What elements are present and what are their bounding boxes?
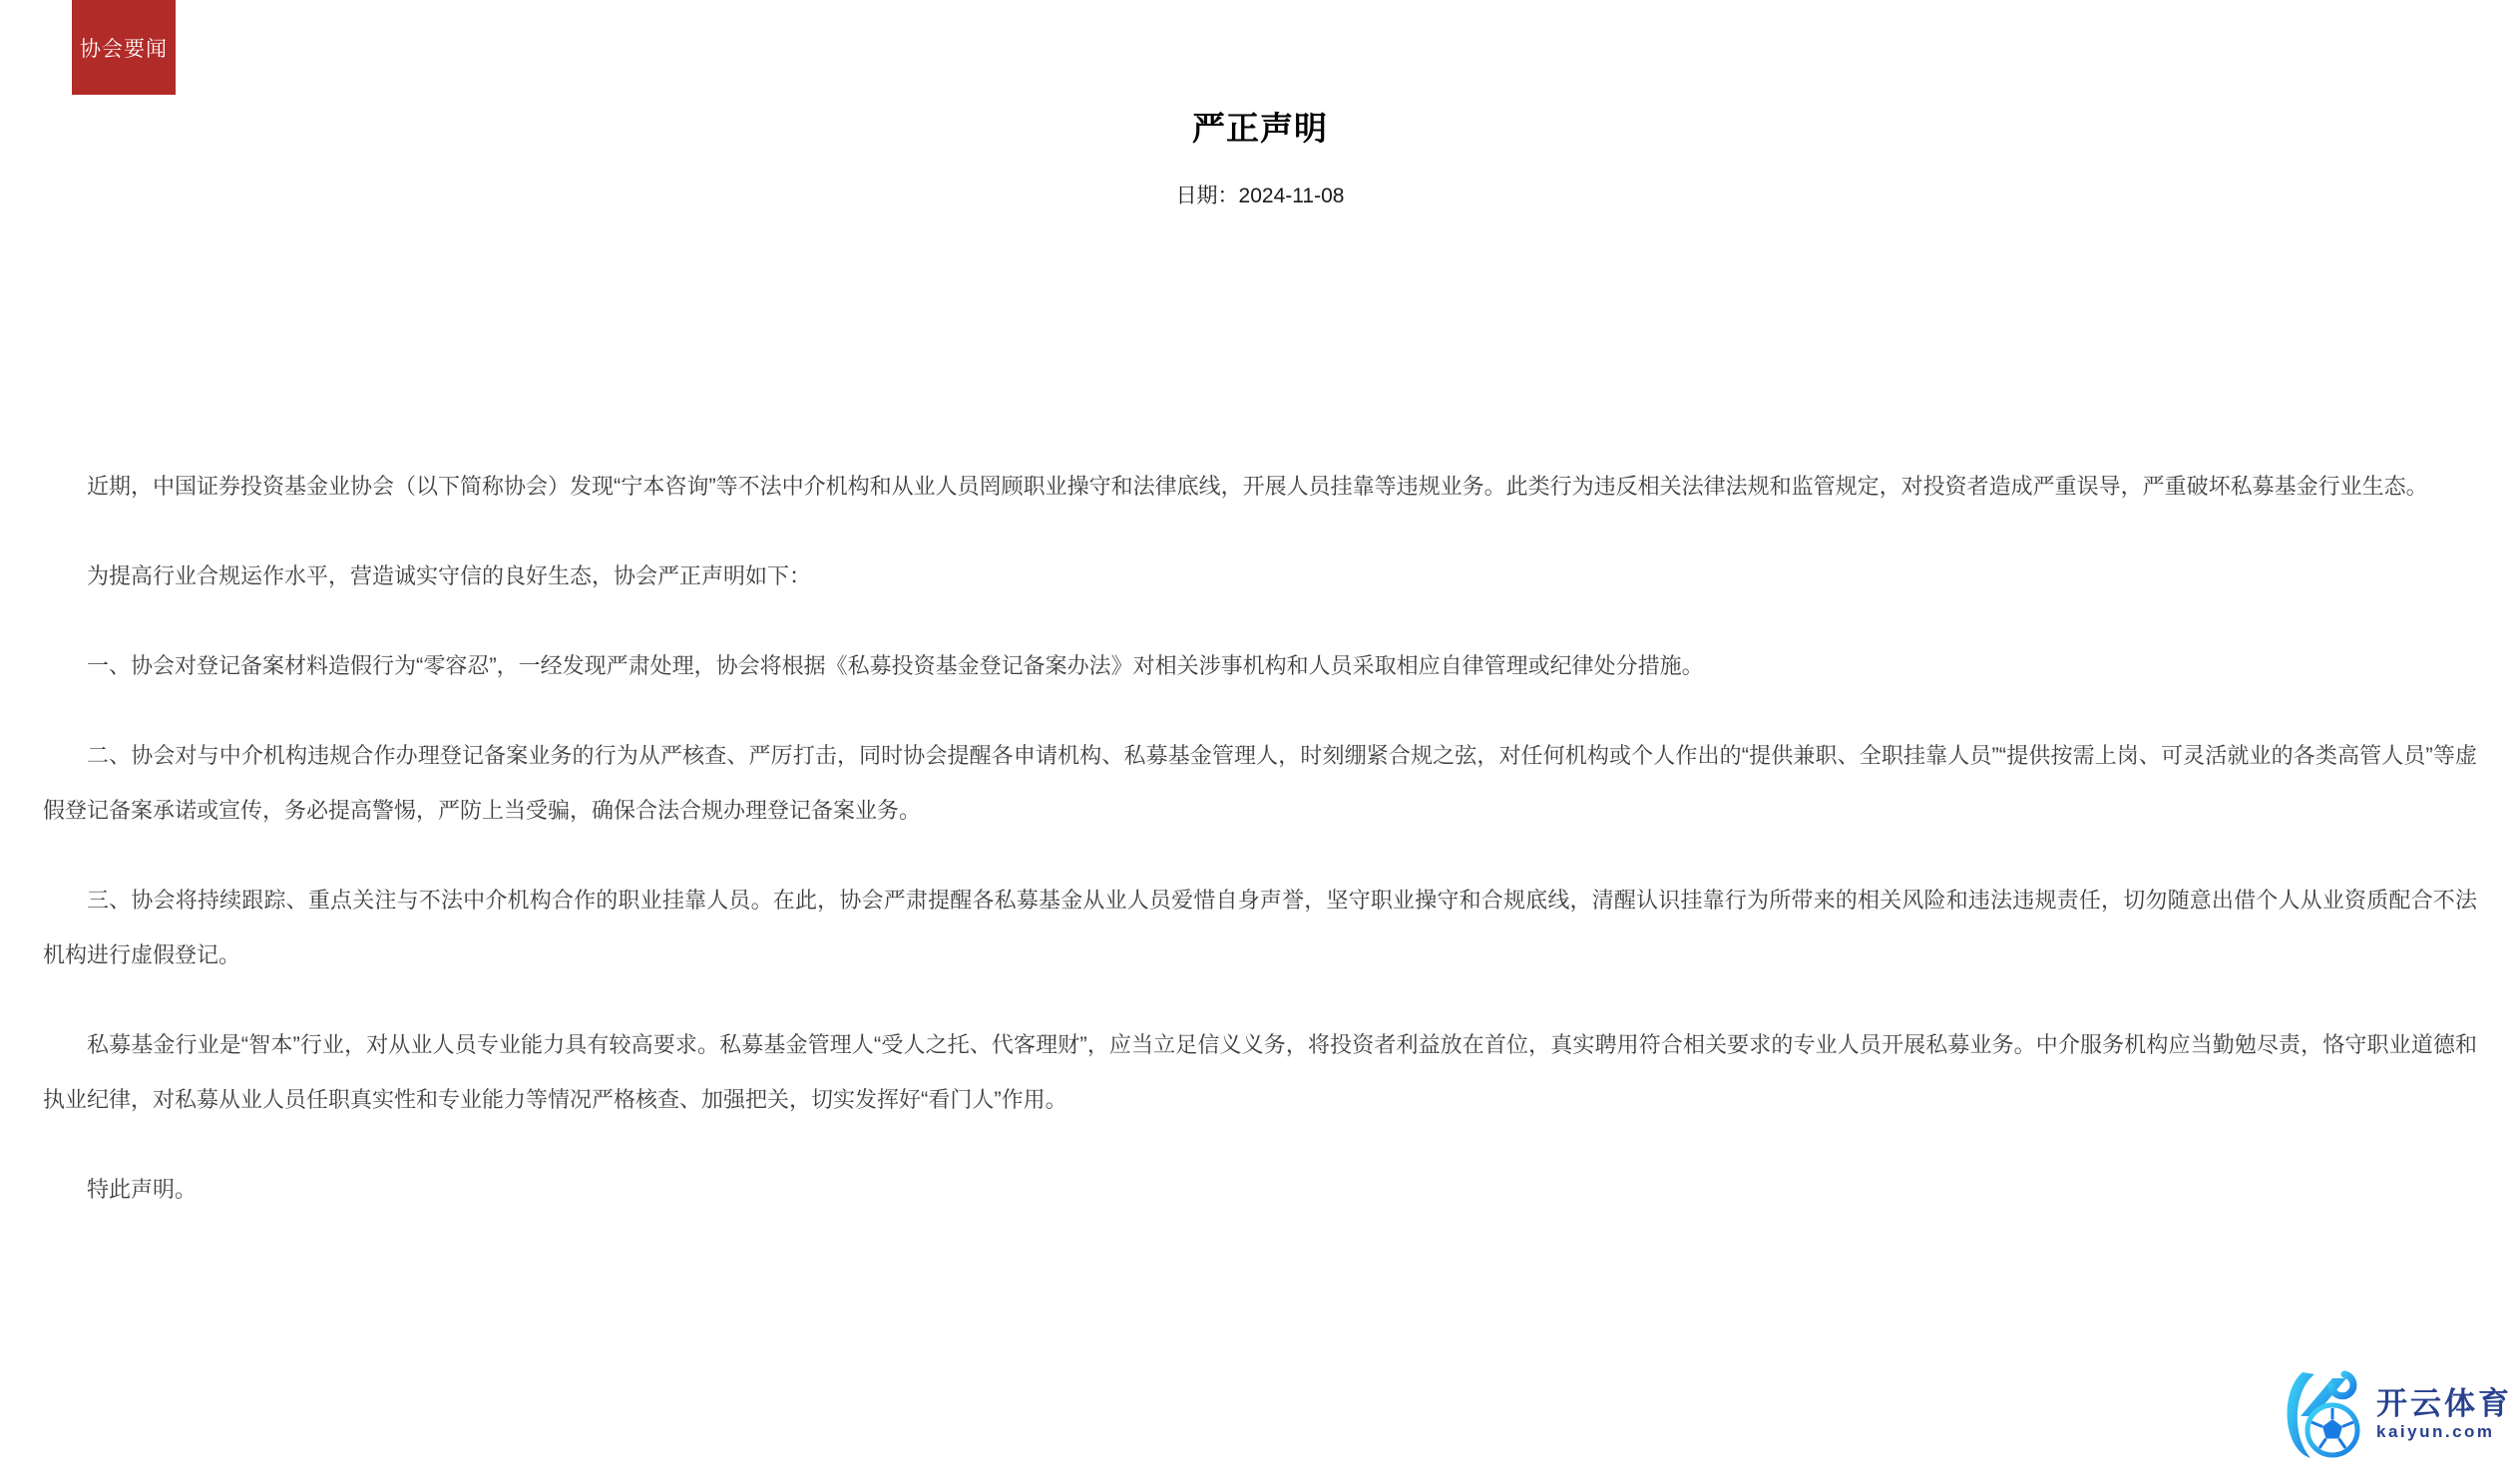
soccer-ball-icon <box>2308 1405 2357 1455</box>
logo-domain-text: kaiyun.com <box>2376 1421 2495 1441</box>
date-line: 日期：2024-11-08 <box>1175 184 1345 207</box>
logo-spiral <box>2331 1374 2353 1396</box>
paragraph: 特此声明。 <box>87 1177 198 1202</box>
kaiyun-logo-text <box>2376 1386 2512 1442</box>
article-body <box>0 459 2520 1217</box>
paragraph: 二、协会对与中介机构违规合作办理登记备案业务的行为从严核查、严厉打击，同时协会提醒各申请机构、私募基金管理人，时刻绷紧合规之弦，对任何机构或个人作出的“提供兼职、全职挂靠人员”“提供按需上岗、可灵活就业的各类高管人员”等虚假登记备案承诺或宣传，务必提高警惕，严防上当受骗，确保合法合规办理登记备案业务。 <box>43 743 2477 823</box>
paragraph: 为提高行业合规运作水平，营造诚实守信的良好生态，协会严正声明如下： <box>87 563 812 588</box>
category-badge[interactable] <box>72 0 176 95</box>
kaiyun-logo-icon <box>2281 1366 2366 1462</box>
kaiyun-logo[interactable] <box>2281 1366 2512 1462</box>
paragraph: 一、协会对登记备案材料造假行为“零容忍”，一经发现严肃处理，协会将根据《私募投资基金登记备案办法》对相关涉事机构和人员采取相应自律管理或纪律处分措施。 <box>87 653 1704 678</box>
paragraph: 三、协会将持续跟踪、重点关注与不法中介机构合作的职业挂靠人员。在此，协会严肃提醒各私募基金从业人员爱惜自身声誉，坚守职业操守和合规底线，清醒认识挂靠行为所带来的相关风险和违法违规责任，切勿随意出借个人从业资质配合不法机构进行虚假登记。 <box>43 888 2477 967</box>
page-title: 严正声明 <box>1192 110 1328 147</box>
paragraph: 私募基金行业是“智本”行业，对从业人员专业能力具有较高要求。私募基金管理人“受人之托、代客理财”，应当立足信义义务，将投资者利益放在首位，真实聘用符合相关要求的专业人员开展私募业务。中介服务机构应当勤勉尽责，恪守职业道德和执业纪律，对私募从业人员任职真实性和专业能力等情况严格核查、加强把关，切实发挥好“看门人”作用。 <box>43 1032 2477 1112</box>
logo-cn-text: 开云体育 <box>2376 1385 2512 1421</box>
category-badge-label: 协会要闻 <box>80 37 168 61</box>
paragraph: 近期，中国证券投资基金业协会（以下简称协会）发现“宁本咨询”等不法中介机构和从业人员罔顾职业操守和法律底线，开展人员挂靠等违规业务。此类行为违反相关法律法规和监管规定，对投资者造成严重误导，严重破坏私募基金行业生态。 <box>87 474 2428 499</box>
